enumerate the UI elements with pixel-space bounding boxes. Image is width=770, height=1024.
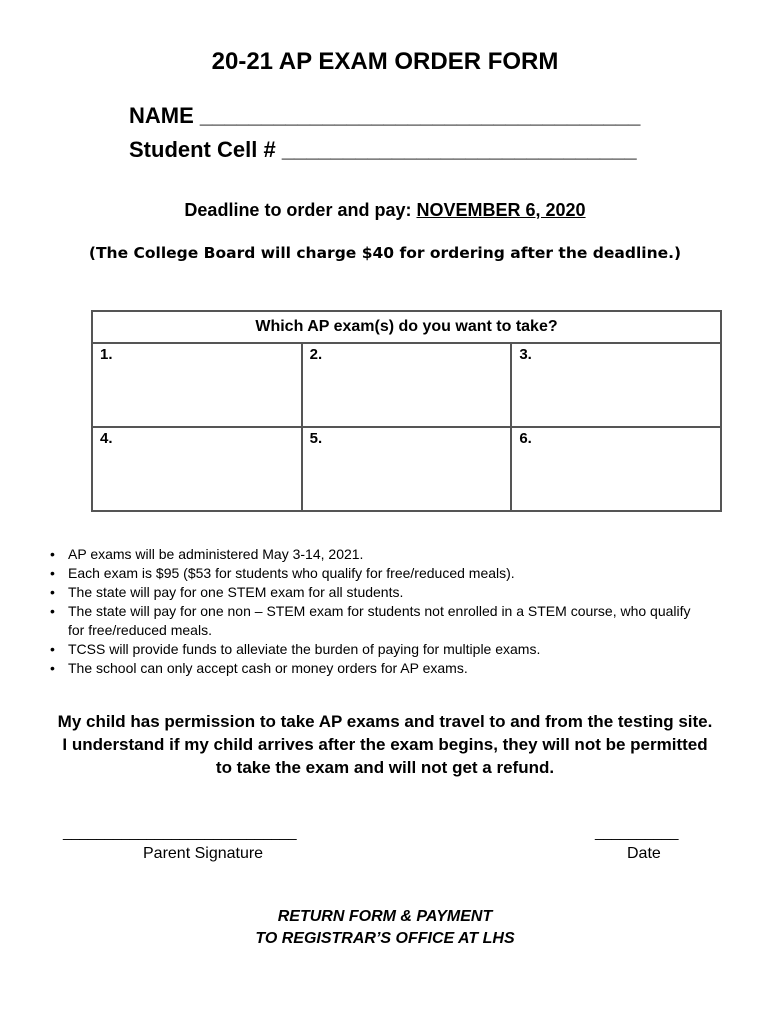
student-cell-label: Student Cell #: [129, 137, 276, 162]
list-item: • Each exam is $95 ($53 for students who qualify for free/reduced meals).: [50, 565, 515, 581]
student-cell-field: [129, 137, 637, 163]
student-cell-blank-line: _____________________________: [281, 137, 637, 162]
list-item: • The school can only accept cash or money orders for AP exams.: [50, 660, 468, 676]
return-line-2: TO REGISTRAR’S OFFICE AT LHS: [255, 930, 515, 947]
exam-cell-1: 1.: [92, 343, 302, 427]
date-label: Date: [627, 845, 661, 862]
table-header: Which AP exam(s) do you want to take?: [92, 311, 721, 343]
permission-line-1: My child has permission to take AP exams and travel to and from the testing site.: [57, 712, 713, 731]
form-title: 20-21 AP EXAM ORDER FORM: [211, 48, 559, 75]
exam-cell-5: 5.: [302, 427, 512, 511]
parent-signature-line: ____________________________: [63, 824, 297, 841]
deadline-label: Deadline to order and pay:: [184, 200, 412, 220]
name-blank-line: ____________________________________: [199, 103, 641, 128]
bullet-icon: •: [50, 603, 55, 619]
list-item: • AP exams will be administered May 3-14, 2021.: [50, 546, 364, 562]
exam-cell-4: 4.: [92, 427, 302, 511]
return-line-1: RETURN FORM & PAYMENT: [277, 908, 493, 925]
table-header-row: [92, 311, 721, 343]
bullet-icon: •: [50, 641, 55, 657]
exam-cell-2: 2.: [302, 343, 512, 427]
exam-cell-3: 3.: [511, 343, 721, 427]
exam-selection-table: [91, 310, 722, 512]
deadline-line: [0, 200, 770, 221]
name-field: [129, 103, 640, 129]
bullet-icon: •: [50, 660, 55, 676]
table-row: [92, 427, 721, 511]
list-item: • The state will pay for one non – STEM exam for students not enrolled in a STEM course, who qualify for free/reduced meals.: [50, 603, 691, 638]
permission-line-3: to take the exam and will not get a refund.: [215, 758, 555, 777]
bullet-icon: •: [50, 584, 55, 600]
date-line: __________: [595, 824, 679, 841]
list-item: • The state will pay for one STEM exam for all students.: [50, 584, 404, 600]
name-label: NAME: [129, 103, 194, 128]
table-row: [92, 343, 721, 427]
bullet-icon: •: [50, 565, 55, 581]
exam-cell-6: 6.: [511, 427, 721, 511]
permission-statement: [30, 710, 740, 779]
parent-signature-label: Parent Signature: [143, 845, 264, 862]
bullet-icon: •: [50, 546, 55, 562]
deadline-date: NOVEMBER 6, 2020: [416, 200, 586, 220]
return-instructions: [0, 906, 770, 950]
exam-notes-list: [50, 545, 710, 678]
list-item: • TCSS will provide funds to alleviate the burden of paying for multiple exams.: [50, 641, 541, 657]
permission-line-2: I understand if my child arrives after the exam begins, they will not be permitted: [62, 735, 708, 754]
late-fee-note: (The College Board will charge $40 for ordering after the deadline.): [88, 244, 682, 262]
